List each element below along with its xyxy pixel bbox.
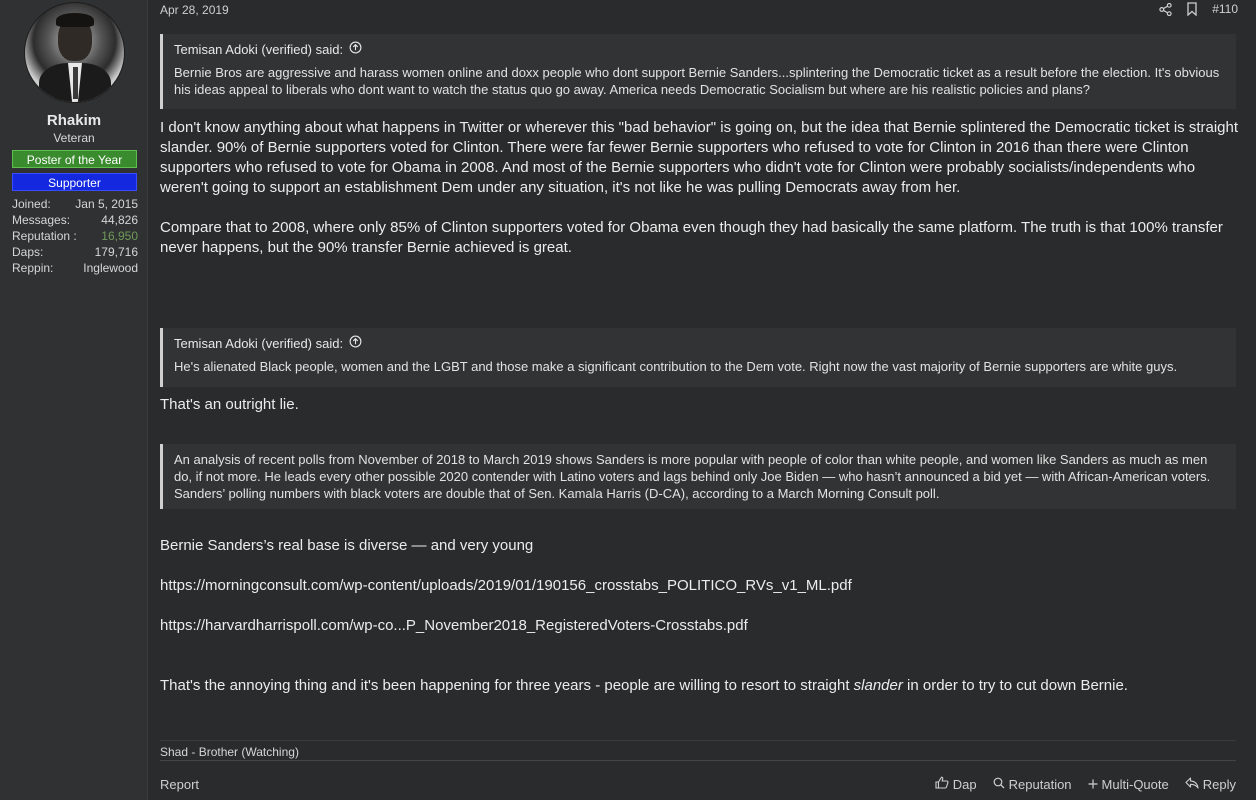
arrow-up-circle-icon[interactable] bbox=[349, 335, 362, 352]
post-link[interactable]: https://harvardharrispoll.com/wp-co...P_November2018_RegisteredVoters-Crosstabs.pdf bbox=[160, 617, 748, 634]
quote-block bbox=[160, 34, 1236, 109]
quote-text: He's alienated Black people, women and the LGBT and those make a significant contribution to the Dem vote. Right now the vast majority of Bernie supporters are white guys. bbox=[174, 359, 1178, 374]
user-stats bbox=[12, 196, 138, 276]
post-paragraph bbox=[160, 676, 1240, 696]
stat-value: 179,716 bbox=[94, 245, 138, 259]
quote-text: Bernie Bros are aggressive and harass women online and doxx people who dont support Bernie Sanders...splintering the Democratic ticket as a result before the election. It's obvious his ideas appeal to liberals who dont want to watch the status quo go away. America needs Democratic Socialism but where are his realistic policies and plans? bbox=[174, 65, 1220, 97]
post-paragraph: Bernie Sanders’s real base is diverse — and very young bbox=[160, 537, 534, 554]
bookmark-icon[interactable] bbox=[1186, 2, 1198, 16]
avatar[interactable] bbox=[24, 2, 125, 103]
reputation-button[interactable] bbox=[993, 777, 1072, 792]
stat-value: Inglewood bbox=[83, 261, 138, 275]
post-paragraph: Compare that to 2008, where only 85% of Clinton supporters voted for Obama even though they had basically the same platform. The truth is that 100% transfer never happens, but the 90% transfer Bernie achieved is great. bbox=[160, 219, 1223, 256]
username[interactable]: Rhakim bbox=[46, 112, 102, 129]
text-span: That's the annoying thing and it's been happening for three years - people are willing to resort to straight bbox=[160, 677, 854, 694]
supporter-banner: Supporter bbox=[12, 173, 137, 191]
stat-reputation bbox=[12, 228, 138, 244]
quote-attribution[interactable] bbox=[163, 34, 1236, 58]
emphasis-text: slander bbox=[853, 677, 903, 694]
stat-messages bbox=[12, 212, 138, 228]
thumbs-up-icon bbox=[935, 776, 949, 792]
stat-value: Jan 5, 2015 bbox=[75, 197, 138, 211]
user-title: Veteran bbox=[53, 131, 95, 145]
poster-of-the-year-banner: Poster of the Year bbox=[12, 150, 137, 168]
post-number[interactable]: #110 bbox=[1212, 2, 1238, 16]
user-sidebar bbox=[0, 0, 148, 800]
post-paragraph: I don't know anything about what happens in Twitter or wherever this "bad behavior" is going on, but the idea that Bernie splintered the Democratic ticket is straight slander. 90% of Bernie supporters voted for Clinton. There were far fewer Bernie supporters who refused to vote for Clinton in 2016 than there were Clinton supporters who refused to vote for Obama in 2008. And most of the Bernie supporters who didn't vote for Clinton were probably socialists/independents who weren't going to support an establishment Dem under any situation, it's not like he was pulling Democrats away from her. bbox=[160, 119, 1239, 196]
reputation-label: Reputation bbox=[1008, 776, 1072, 792]
quote-block bbox=[160, 444, 1236, 509]
signature: Shad - Brother (Watching) bbox=[160, 740, 1236, 759]
quote-author[interactable]: Temisan Adoki (verified) said: bbox=[174, 336, 344, 351]
quote-text: An analysis of recent polls from November of 2018 to March 2019 shows Sanders is more popular with people of color than white people, and women like Sanders as much as men do, if not more. He leads every other possible 2020 contender with Latino voters and lags behind only Joe Biden — who hasn’t announced a bid yet — with African-American voters. Sanders’ polling numbers with black voters are double that of Sen. Kamala Harris (D-CA), according to a March Morning Consult poll. bbox=[174, 452, 1211, 501]
plus-icon bbox=[1088, 777, 1098, 792]
stat-value[interactable]: 44,826 bbox=[101, 213, 138, 227]
stat-label: Reppin: bbox=[12, 261, 54, 275]
post-date[interactable]: Apr 28, 2019 bbox=[160, 3, 229, 17]
post-footer bbox=[160, 774, 1236, 796]
post-main bbox=[149, 0, 1256, 800]
dap-button[interactable] bbox=[935, 776, 977, 792]
search-icon bbox=[993, 777, 1005, 792]
stat-label: Messages: bbox=[12, 213, 71, 227]
reply-button[interactable] bbox=[1185, 777, 1236, 792]
divider bbox=[160, 760, 1236, 761]
stat-reppin bbox=[12, 260, 138, 276]
post-tools bbox=[1159, 2, 1238, 16]
post-paragraph: That's an outright lie. bbox=[160, 396, 299, 413]
report-link[interactable]: Report bbox=[160, 777, 200, 792]
stat-value: 16,950 bbox=[101, 229, 138, 243]
arrow-up-circle-icon[interactable] bbox=[349, 41, 362, 58]
stat-label: Joined: bbox=[12, 197, 51, 211]
quote-block bbox=[160, 328, 1236, 387]
post-actions bbox=[935, 776, 1236, 792]
reply-icon bbox=[1185, 777, 1199, 792]
share-icon[interactable] bbox=[1159, 3, 1172, 16]
quote-attribution[interactable] bbox=[163, 328, 1236, 352]
quote-author[interactable]: Temisan Adoki (verified) said: bbox=[174, 42, 344, 57]
stat-daps bbox=[12, 244, 138, 260]
multi-quote-label: Multi-Quote bbox=[1101, 776, 1169, 792]
stat-joined bbox=[12, 196, 138, 212]
multi-quote-button[interactable] bbox=[1088, 777, 1169, 792]
stat-label: Reputation : bbox=[12, 229, 77, 243]
dap-label: Dap bbox=[952, 776, 977, 792]
text-span: in order to try to cut down Bernie. bbox=[902, 677, 1128, 694]
stat-label: Daps: bbox=[12, 245, 44, 259]
reply-label: Reply bbox=[1202, 776, 1236, 792]
post-link[interactable]: https://morningconsult.com/wp-content/uploads/2019/01/190156_crosstabs_POLITICO_RVs_v1_ML.pdf bbox=[160, 577, 852, 594]
